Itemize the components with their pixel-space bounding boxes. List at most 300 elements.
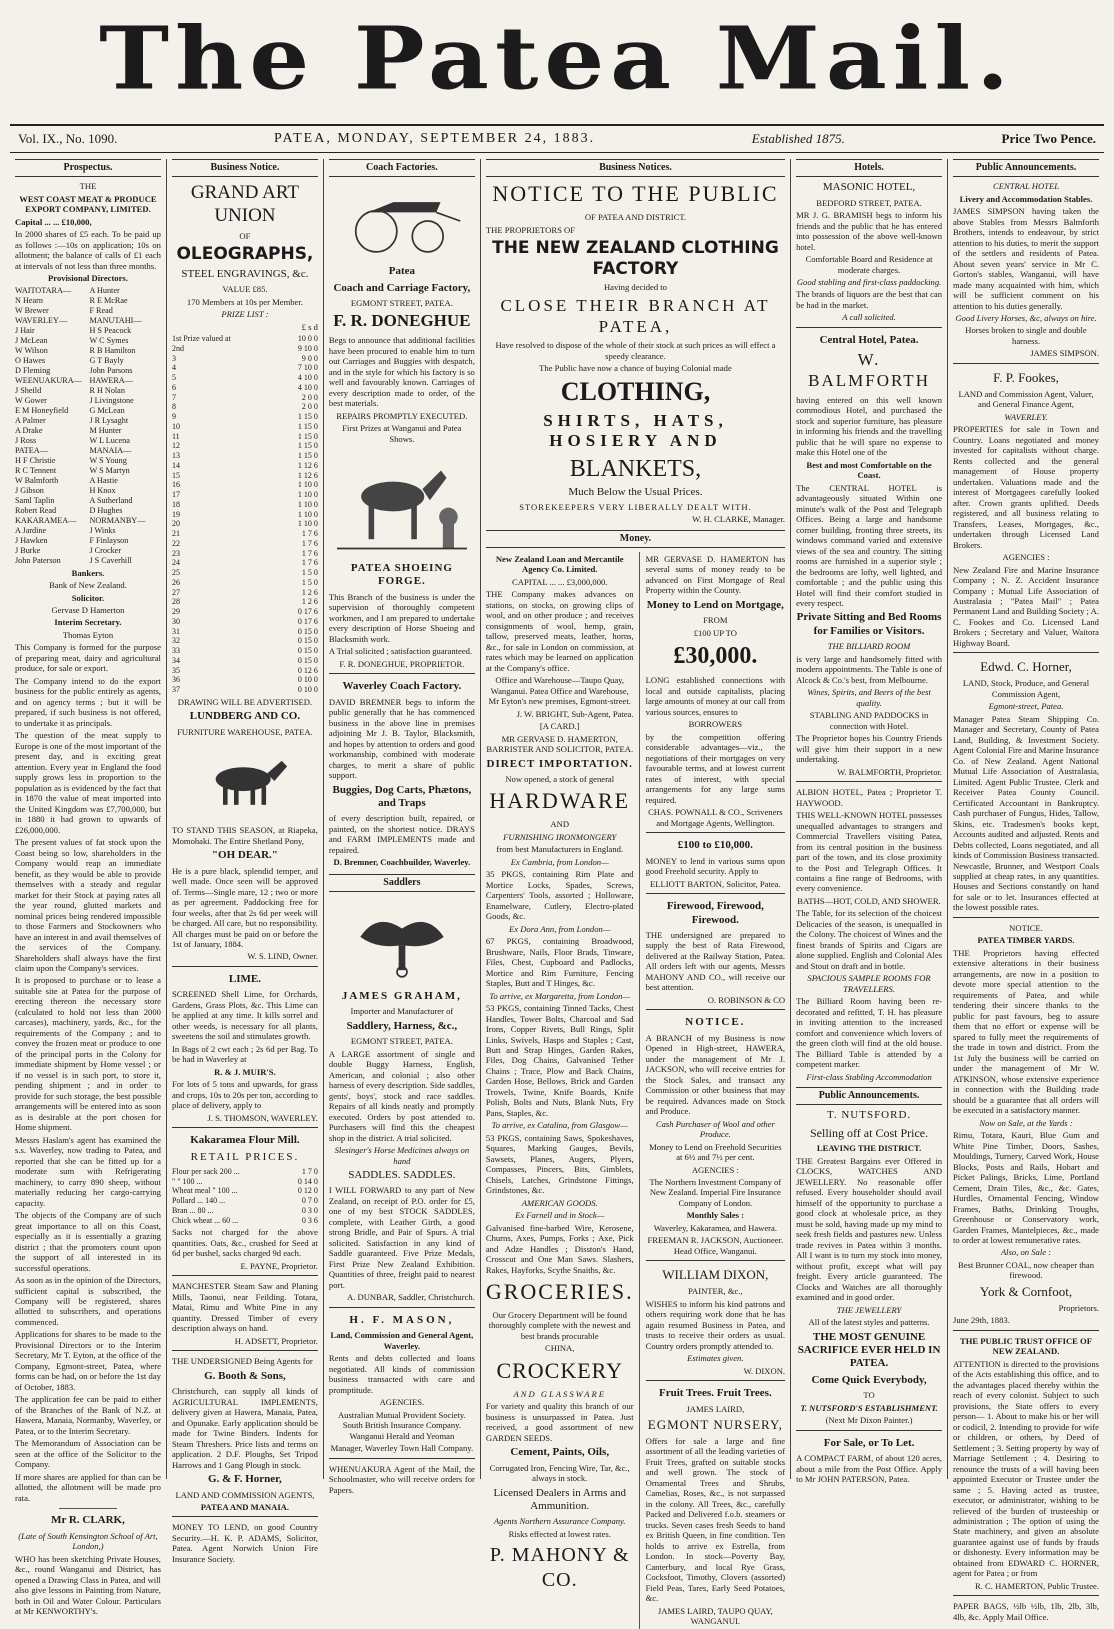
masthead	[10, 0, 1104, 118]
masthead-title: The Patea Mail.	[99, 8, 1015, 110]
flour-row	[172, 1216, 318, 1226]
prize-row	[172, 558, 318, 568]
director-entry: W Gower	[15, 395, 47, 405]
borrowers-body: by the competition offering considerable advantages—viz., the negotiations of their mortgages on very favourable terms, and at lowest current rates of interest, with special arrangements for any large sums required.	[645, 731, 786, 805]
prize-row	[172, 636, 318, 646]
york-cornfoot: York & Cornfoot,	[979, 1283, 1073, 1299]
section-heading: Public Announcements.	[953, 159, 1099, 177]
and: AND	[550, 819, 570, 830]
lend-ad	[646, 832, 785, 889]
dixon-name: WILLIAM DIXON,	[662, 1267, 769, 1283]
clothing: CLOTHING,	[560, 376, 711, 406]
divider	[59, 1508, 117, 1509]
timber-title: PATEA TIMBER YARDS.	[977, 935, 1075, 946]
prize-row-label: 15	[171, 470, 180, 480]
fookes-agencies: AGENCIES :	[1002, 552, 1050, 563]
masonic-title: MASONIC HOTEL,	[822, 181, 916, 194]
prize-row-label: 21	[171, 529, 180, 539]
brands: The brands of liquors are the best that can be had in the market.	[796, 289, 943, 310]
opened: Now opened, a stock of general	[505, 774, 615, 784]
waverley-title: Waverley Coach Factory.	[342, 680, 462, 693]
first-class: First-class Stabling Accommodation	[806, 1071, 932, 1082]
dunbar: A. DUNBAR, Saddler, Christchurch.	[347, 1292, 475, 1303]
prize-row-value: 1 10 0	[297, 490, 318, 500]
prize-row-value: 1 7 6	[301, 548, 318, 558]
prize-row-label: 9	[171, 412, 176, 422]
prospectus-body: If more shares are applied for than can be allotted, the allotment will be made pro rata.	[15, 1471, 161, 1503]
column-coach-factories	[324, 159, 481, 1495]
undersigned: THE UNDERSIGNED Being Agents for	[171, 1356, 313, 1367]
director-entry: N Hearn	[15, 295, 43, 305]
prize-row-value: 9 10 0	[297, 343, 318, 353]
dora-body: 67 PKGS, containing Broadwood, Brushware, Nails, Floor Brads, Tinware, Files, Chest, Cupboard and Padlocks, Mortice and Rim Furniture, Fencing Staples, Butt and T Hinges, &c.	[485, 936, 634, 989]
director-entry: Saml Taplin	[15, 495, 55, 505]
prize-row-value: 0 15 0	[297, 636, 318, 646]
mason-agencies: AGENCIES.	[379, 1397, 425, 1408]
margaretta-body: 53 PKGS, containing Tinned Tacks, Chest Handles, Tower Bolts, Charcoal and Sad Irons, Copper Rivets, Bull Rings, Split Links, Swivels, Hasps and Staples ; Cast, Butt and Strap Hinges, Garden Rakes, Files, Dog Chains, Galvanised Tether Chains ; Trace, Plow and Back Chains, Garden Hose, Bellows, Brick and Garden Trowels, Twine, Knife Boards, Knife Polish, Bolts and Nuts, Blank Nuts, Fry Pans, Staples, &c.	[485, 1003, 634, 1118]
whenuakura-ad	[329, 1458, 475, 1495]
money-ad	[172, 1516, 318, 1564]
prize-row-label: 18	[171, 499, 180, 509]
hamerton-money: MR GERVASE D. HAMERTON has several sums of money ready to be advanced on First Mortgage of Real Property within the County.	[645, 553, 786, 596]
lend-range: £100 to £10,000.	[677, 839, 753, 852]
prize-row	[172, 480, 318, 490]
director-entry: W C Symes	[89, 335, 129, 345]
prize-row-value: 1 15 0	[297, 421, 318, 431]
to: TO	[863, 1390, 875, 1401]
prize-row-value: 4 10 0	[297, 382, 318, 392]
prize-row-value: 1 10 0	[297, 519, 318, 529]
flour-mill-ad	[172, 1127, 318, 1271]
muirs: R. & J. MUIR'S.	[214, 1066, 276, 1077]
flour-row-value: 0 7 0	[301, 1196, 318, 1206]
director-entry: J Hair	[15, 325, 35, 335]
clothing-factory: THE NEW ZEALAND CLOTHING FACTORY	[492, 237, 779, 279]
cash: Cash Purchaser of Wool and other Produce.	[655, 1118, 775, 1140]
director-entry: W Wilson	[15, 345, 48, 355]
prize-row	[172, 627, 318, 637]
volume-number: Vol. IX., No. 1090.	[18, 131, 118, 146]
prize-row-value: 10 0 0	[297, 334, 318, 344]
prize-row	[172, 597, 318, 607]
flour-row-label: Pollard ... 140 ...	[171, 1196, 226, 1206]
dixon-signature: W. DIXON.	[743, 1365, 786, 1376]
mason-manager: Manager, Waverley Town Hall Company.	[330, 1443, 474, 1454]
lime-tons: For lots of 5 tons and upwards, for grass and crops, 10s to 20s per ton, according to place of delivery, apply to	[171, 1079, 318, 1111]
director-entry: R H Nolan	[89, 385, 125, 395]
prize-row-value: 1 12 6	[297, 460, 318, 470]
director-entry: H F Christie	[15, 455, 56, 465]
horner-street: Egmont-street, Patea.	[988, 701, 1064, 712]
prize-row-value: 1 7 6	[301, 558, 318, 568]
director-entry: J McLean	[15, 335, 48, 345]
lime-price: In Bags of 2 cwt each ; 2s 6d per Bag. To be had in Waverley at	[171, 1043, 318, 1065]
prize-row-label: 22	[171, 538, 180, 548]
central-hotel-ad	[796, 327, 942, 777]
prospectus-body: The question of the meat supply to Europe is one of the most important of the present day, and is exciting great attention. Every year in England the food supply grows less in proportion to the population as is evidenced by the fact that in 1870 the value of meat imported into the United Kingdom was £7,700,000, but in 1880 it had grown to upwards of £26,000,000.	[15, 730, 161, 835]
cambria: Ex Cambria, from London—	[510, 856, 609, 867]
horse-engraving-icon	[190, 741, 300, 821]
jewellery: THE JEWELLERY	[836, 1304, 902, 1315]
horner-sub: LAND AND COMMISSION AGENTS,	[175, 1489, 315, 1500]
prize-row	[172, 656, 318, 666]
nursery-body: Offers for sale a large and fine assortment of all the leading varieties of Fruit Trees, grafted on suitable stocks and well grown. The stock of Ornamental Trees and Shrubs, Camelias, Roses, &c., is not surpassed in the colony. All Trees, &c., carefully Packed and Delivered f.o.b. steamers or trucks. Seven cases fresh Seeds to hand ex British Queen, in fine condition. Ten holds to arrive ex Estrella, from London. In stock—Poverty Bay, Canterbury, and local Rye Grass, Cocksfoot, Timothy, Clovers (assorted) Field Peas, Tares, Early Seed Potatoes, &c.	[645, 1435, 786, 1604]
jackson-ad	[646, 1009, 785, 1256]
laird-name: JAMES LAIRD,	[686, 1403, 745, 1414]
art-union-value: VALUE £85.	[222, 284, 268, 295]
prize-row-label: 25	[171, 568, 180, 578]
licensed: Licensed Dealers in Arms and Ammunition.	[493, 1486, 627, 1512]
prize-row-value: 1 10 0	[297, 480, 318, 490]
china: CHINA,	[545, 1343, 575, 1354]
buggies-body: of every description built, repaired, or painted, on the shortest notice. DRAYS and FARM IMPLEMENTS made and repaired.	[328, 813, 475, 855]
coach-factory-title: Coach and Carriage Factory,	[333, 281, 471, 294]
director-entry: WEENUAKURA—	[15, 375, 82, 385]
estimates: Estimates given.	[687, 1353, 744, 1364]
catalina-body: 53 PKGS, containing Saws, Spokeshaves, Squares, Marking Gauges, Bevils, Sawsets, Planes, Augers, Plyers, Compasses, Pincers, Bits, Gimblets, Chisels, Latches, Grindstone Fittings, Grindstones, &c.	[485, 1132, 634, 1196]
prize-row	[172, 461, 318, 471]
amount: £30,000.	[673, 643, 758, 670]
director-entry: HAWERA—	[89, 375, 133, 385]
directors-list	[15, 286, 161, 566]
money-right	[646, 552, 785, 1629]
director-entry: WAVERLEY—	[15, 315, 68, 325]
hamerton-trustee: R. C. HAMERTON, Public Trustee.	[975, 1580, 1099, 1591]
saddle-engraving-icon	[352, 896, 452, 986]
fookes-body: PROPERTIES for sale in Town and Country. Loans negotiated and money invested for capitalists without charge. Rents collected and the general management of House property undertaken. Valuations made and the interest of Mortgagees carefully looked after. Crown grants uplifted. Deeds registered, and all business relating to Transfers, Leases, Mortgages, &c., undertaken through Licensed Land Brokers.	[953, 424, 1099, 550]
art-union-members: 170 Members at 10s per Member.	[186, 296, 303, 307]
robinson: O. ROBINSON & CO	[707, 994, 786, 1005]
range: £100 UP TO	[693, 627, 737, 638]
furnishing: FURNISHING IRONMONGERY	[503, 831, 617, 842]
saddlers-heading: Saddlers	[329, 874, 475, 892]
bright: J. W. BRIGHT, Sub-Agent, Patea.	[516, 708, 634, 719]
prize-row	[172, 578, 318, 588]
prize-row	[172, 666, 318, 676]
horner-place: PATEA AND MANAIA.	[200, 1501, 290, 1512]
paper-bags: PAPER BAGS, ½lb ½lb, 1lb, 2lb, 3lb, 4lb, &c. Apply Mail Office.	[953, 1601, 1099, 1622]
director-entry: J Gibson	[15, 485, 44, 495]
prospectus-body: Messrs Haslam's agent has examined the s.s. Waverley, now trading to Patea, and reported that she can be fitted up for a moderate sum with Refrigerating machinery, to carry 890 sheep, without materially reducing her cargo-carrying capacity.	[15, 1134, 161, 1208]
agencies2: AGENCIES :	[691, 1164, 739, 1175]
company-name: WEST COAST MEAT & PRODUCE EXPORT COMPANY, LIMITED.	[19, 193, 157, 215]
column-business-notice	[167, 159, 324, 1564]
cambria-body: 35 PKGS, containing Rim Plate and Mortice Locks, Spades, Screws, Carpenters' Tools, assorted ; Holloware, Enamelware, Cutlery, Electro-plated Goods, &c.	[485, 869, 634, 922]
risks: Risks effected at lowest rates.	[508, 1528, 611, 1539]
slesinger: Slesinger's Horse Medicines always on hand	[334, 1145, 470, 1166]
prize-row-label: 4	[171, 363, 176, 373]
cement: Cement, Paints, Oils,	[510, 1446, 610, 1459]
prize-row-value: 0 17 6	[297, 607, 318, 617]
nzloan-title: New Zealand Loan and Mercantile Agency Co. Limited.	[495, 553, 624, 575]
fookes-ad	[953, 363, 1099, 648]
section-heading: Business Notice.	[172, 159, 318, 177]
buggies-title: Buggies, Dog Carts, Phætons, and Traps	[332, 783, 472, 809]
close-branch: CLOSE THEIR BRANCH AT PATEA,	[500, 295, 771, 336]
public-announcements-heading: Public Announcements.	[796, 1087, 942, 1105]
nutsford-name: T. NUTSFORD.	[826, 1109, 912, 1122]
establishment: T. NUTSFORD'S ESTABLISHMENT.	[800, 1402, 938, 1413]
prize-row-value: 0 10 0	[297, 685, 318, 695]
carriage-engraving-icon	[342, 181, 462, 261]
dixon-ad	[646, 1260, 785, 1376]
drawing-notice: DRAWING WILL BE ADVERTISED.	[177, 696, 313, 707]
proprietors: Proprietors.	[1058, 1302, 1099, 1313]
prospectus-body: This Company is formed for the purpose of preparing meat, dairy and agricultural produce, for sale or export.	[15, 642, 161, 674]
prize-row-value: 2 0 0	[301, 402, 318, 412]
flour-price-list	[172, 1167, 318, 1226]
jackson: FREEMAN R. JACKSON, Auctioneer. Head Office, Wanganui.	[647, 1235, 784, 1256]
mortgage-title: Money to Lend on Mortgage,	[646, 598, 784, 611]
albion-hotel-ad	[796, 781, 942, 1082]
prize-row-value: 1 7 6	[301, 538, 318, 548]
coach-street: EGMONT STREET, PATEA.	[350, 298, 453, 308]
blankets: BLANKETS,	[569, 456, 702, 483]
flour-row-value: 0 3 0	[301, 1205, 318, 1215]
borrowers: BORROWERS	[688, 719, 743, 730]
agencies2-body: The Northern Investment Company of New Zealand. Imperial Fire Insurance Company of London.	[649, 1177, 782, 1208]
graham-name: JAMES GRAHAM,	[341, 989, 462, 1002]
prize-row	[172, 549, 318, 559]
prize-row-value: 0 15 0	[297, 626, 318, 636]
prize-row-label: 17	[171, 490, 180, 500]
clark-sub: (Late of South Kensington School of Art, London,)	[18, 1530, 158, 1552]
flour-row-label: Flour per sack 200 ...	[171, 1166, 240, 1176]
simpson-signature: JAMES SIMPSON.	[1030, 348, 1099, 359]
prize-row-label: 14	[171, 460, 180, 470]
notice-label: NOTICE.	[1009, 922, 1043, 933]
prize-row-value: 0 17 6	[297, 616, 318, 626]
column-public-announcements	[948, 159, 1104, 1622]
paddocks-body: The Proprietor hopes his Country Friends will give him their support in a new undertaking.	[796, 733, 943, 765]
mahony: P. MAHONY & CO.	[489, 1544, 630, 1591]
lime-ad	[172, 966, 318, 1123]
prize-row-label: 37	[171, 685, 180, 695]
flour-row-label: Wheat meal " 100 ...	[171, 1186, 238, 1196]
albion-body2: The Table, for its selection of the choicest Delicacies of the season, is unequalled in the Colony. The choicest of Wines and the finest brands of Spirits and Cigars are alone supplied. English and Colonial Ales and Stout on draft and in bottle.	[796, 908, 943, 971]
prize-row	[172, 607, 318, 617]
prize-row	[172, 393, 318, 403]
mason-name: H. F. MASON,	[349, 1313, 455, 1326]
balmforth-body: having entered on this well known commodious Hotel, and purchased the stock and superior furniture, has pleasure in informing his friends and the travelling public that he will spare no expense to make this Hotel one of the	[796, 394, 943, 458]
horner-body: Manager Patea Steam Shipping Co. Manager and Secretary, County of Patea Land, Building, & Investment Society. Agent Colonial Fire and Marine Insurance Co. of New Zealand. Agent National Mutual Life Association of Australasia, Limited. Agent Public Trustee. Clerk and Receiver Patea County Council. Certificated Accountant in Bankruptcy. Cash purchaser of Fungus, Hides, Tallow, Skins, etc. Tradesmen's books kept, Accounts audited and adjusted. Rents and Debts collected, Loans negotiated, and all kinds of Commission Business transacted. Newcastle, Brunner, and Westport Coals supplied at cheap rates, in any quantities. Houses and Sections constantly on hand for sale or to let. Insurances effected at the lowest possible rates.	[953, 713, 1099, 913]
art-union-of: OF	[239, 230, 251, 241]
sales-body: Waverley, Kakaramea, and Hawera.	[653, 1222, 777, 1233]
prize-row-label: 8	[171, 402, 176, 412]
nzloan-capital: CAPITAL ... ... £3,000,000.	[512, 576, 608, 587]
director-entry: J S Caverhill	[89, 555, 132, 565]
column-prospectus	[10, 159, 167, 1616]
director-entry: R E McRae	[89, 295, 128, 305]
director-entry: J Crocker	[89, 545, 122, 555]
balmforth-signature: W. BALMFORTH, Proprietor.	[837, 766, 943, 777]
prospectus-body: The application fee can be paid to either of the Branches of the Bank of N.Z. at Hawera, Manaia, Normanby, Waverley, or Patea, or to the Interim Secretary.	[15, 1394, 161, 1436]
prize-row-value: 1 10 0	[297, 509, 318, 519]
director-entry: H S Peacock	[89, 325, 132, 335]
prize-row-label: 10	[171, 421, 180, 431]
flour-row	[172, 1196, 318, 1206]
payne: E. PAYNE, Proprietor.	[240, 1260, 318, 1271]
directors-heading: Provisional Directors.	[48, 273, 128, 284]
paddocks: STABLING AND PADDOCKS in connection with Hotel.	[809, 710, 929, 731]
prize-list-heading: PRIZE LIST :	[221, 309, 269, 320]
bremner-body: DAVID BREMNER begs to inform the public generally that he has commenced business in the above line in premises adjoining Mr J. B. Taylor, Blacksmith, and hopes by attention to orders and good workmanship, combined with moderate charges, to merit a share of public support.	[328, 696, 475, 781]
prize-row	[172, 510, 318, 520]
dateline	[10, 124, 1104, 153]
prize-row-value: 7 10 0	[297, 363, 318, 373]
director-entry: A Sutherland	[89, 495, 133, 505]
money-subcolumns	[486, 552, 785, 1629]
doneghue-proprietor: F. R. DONEGHUE, PROPRIETOR.	[339, 658, 465, 669]
horner-name: G. & F. Horner,	[208, 1473, 282, 1486]
prize-row-value: 0 15 0	[297, 655, 318, 665]
trust-body: ATTENTION is directed to the provisions of the Acts establishing this office, and to the advantages placed thereby within the reach of every colonist. Subject to such provisions, the State offers to every person— 1. About to make his or her will or codicil, 2. Intending to provide for wife or children, or others, by Deed of Settlement ; 3. Setting property by way of Marriage Settlement ; 4. Desiring to renounce the trusts of a will having been appointed Executor or Trustee under the same ; 5. Having acted as trustee, executor, or administrator, wishing to be relieved of the burden of trusteeship or administration ; The option of using the State machinery, and given an absolute guarantee against use of funds by frauds or dishonesty. Every information may be obtained from EDWARD C. HORNER, agent for Patea ; or from	[953, 1358, 1099, 1579]
prize-row-label: 23	[171, 548, 180, 558]
prize-row-value: 1 15 0	[297, 451, 318, 461]
clark-name: Mr R. CLARK,	[51, 1514, 125, 1527]
director-entry: WAITOTARA—	[15, 285, 72, 295]
prize-row-label: 16	[171, 480, 180, 490]
also-sale: Also, on Sale :	[1000, 1247, 1052, 1258]
flour-row-label: " " 100 ...	[171, 1176, 203, 1186]
nzloan-office: Office and Warehouse—Taupo Quay, Wanganui. Patea Office and Warehouse, Mr Eyton's new premises, Egmont-street.	[488, 675, 631, 707]
fookes-sub: LAND and Commission Agent, Valuer, and General Finance Agent,	[958, 388, 1094, 410]
prize-row	[172, 539, 318, 549]
farm-ad	[796, 1430, 942, 1485]
prospectus-body: It is proposed to purchase or to lease a suitable site at Patea for the purpose of erecting thereon the necessary store (calculated to hold not less than 2000 carcases), machinery, yards, &c., for the requirements of the Company ; and to convey the frozen meat or produce to one of the principal ports in the Colony for immediate shipment by Home vessel ; or if no vessel is in such port, to store it, pending shipment ; and in order to provide for such storage, the best possible arrangements will be entered into as soon as is desirable at the port chosen for Home shipment.	[15, 975, 161, 1133]
storekeepers: STOREKEEPERS VERY LIBERALLY DEALT WITH.	[519, 501, 752, 512]
flour-row	[172, 1186, 318, 1196]
pony-name: "OH DEAR."	[211, 849, 278, 862]
flour-row-value: 1 7 0	[301, 1166, 318, 1176]
director-entry: KAKARAMEA—	[15, 515, 77, 525]
director-entry: O Hawes	[15, 355, 46, 365]
director-entry: J R Lysaght	[89, 415, 129, 425]
stabling: Good stabling and first-class paddocking.	[796, 276, 942, 287]
prize-columns: £ s d	[301, 321, 318, 332]
dora: Ex Dora Ann, from London—	[509, 923, 611, 934]
graham-body: A LARGE assortment of single and double Buggy Harness, English, American, and colonial ; also other harness of every description. Side saddles, gents', boys', stock and race saddles. Repairs of all kinds neatly and promptly executed. Orders by post attended to. Purchasers will find this the cheapest shop in the district. A trial solicited.	[328, 1048, 475, 1143]
prize-row	[172, 441, 318, 451]
bramish-body: MR J. G. BRAMISH begs to inform his friends and the public that he has entered into possession of the above well-known hotel.	[796, 210, 943, 252]
horses-broken: Horses broken to single and double harness.	[965, 325, 1087, 346]
bankers: Bank of New Zealand.	[49, 580, 127, 591]
direct-importation: DIRECT IMPORTATION.	[486, 757, 633, 770]
long-established: LONG established connections with local and outside capitalists, placing large amounts of money at our call from various sources, ensures to	[645, 675, 786, 717]
resolved: Have resolved to dispose of the whole of their stock at such prices as will effect a speedy clearance.	[495, 340, 776, 361]
lind-signature: W. S. LIND, Owner.	[247, 951, 318, 962]
hamerton-card: MR GERVASE D. HAMERTON, BARRISTER AND SOLICITOR, PATEA.	[486, 733, 634, 755]
notice-title: NOTICE TO THE PUBLIC	[492, 181, 779, 207]
freehold: Money to Lend on Freehold Securities at 6½ and 7½ per cent.	[649, 1141, 782, 1163]
prize-row	[172, 422, 318, 432]
director-entry: John Parsons	[89, 365, 133, 375]
dixon-body: WISHES to inform his kind patrons and others requiring work done that he has again resumed Business in Patea, and trusts to receive their orders as usual. Country orders promptly attended to.	[645, 1298, 786, 1351]
prize-row	[172, 334, 318, 344]
booth-body: Christchurch, can supply all kinds of AGRICULTURAL IMPLEMENTS, delivery given at Hawera, Manaia, Patea, and Opunake. Early application should be made for Twine Binders. Indents for Steam Threshers. Price lists and terms on application. 2 D.F. Ploughs, Set Tripod Harrows and 1 Gang Plough in stock.	[171, 1386, 318, 1470]
yards: Now on Sale, at the Yards :	[979, 1117, 1073, 1128]
notice2-body: A BRANCH of my Business is now Opened in High-street, HAWERA, under the management of Mr J. JACKSON, who will receive entries for the Stock Sales, and transact any Commission or other business that may be required. Advances made on Stock and Produce.	[645, 1032, 786, 1117]
retail-prices: RETAIL PRICES.	[190, 1150, 300, 1163]
director-entry: J Burke	[15, 545, 41, 555]
saddles-title: SADDLES. SADDLES.	[348, 1169, 456, 1182]
prize-row	[172, 471, 318, 481]
prize-row	[172, 363, 318, 373]
decided: Having decided to	[603, 282, 667, 293]
money-left	[486, 552, 640, 1629]
prospectus-body: The Memorandum of Association can be seen at the office of the Solicitor to the Company.	[15, 1438, 161, 1470]
prize-row	[172, 412, 318, 422]
farnell: Ex Farnell and in Stock—	[515, 1210, 605, 1221]
director-entry: MANAIA—	[89, 445, 132, 455]
prize-row-label: 36	[171, 675, 180, 685]
albion-title: ALBION HOTEL, Patea ; Proprietor T. HAYWOOD.	[796, 787, 943, 808]
section-heading: Business Notices.	[486, 159, 785, 177]
card: [A CARD.]	[539, 721, 580, 732]
jewellery-body: All of the latest styles and patterns.	[808, 1317, 930, 1328]
flour-note: Sacks not charged for the above quantities. Oats, &c., crushed for Seed at 6d per bushel, sacks charged 9d each.	[171, 1227, 318, 1259]
prize-row	[172, 685, 318, 695]
prize-row	[172, 568, 318, 578]
director-entry: W Balmforth	[15, 475, 59, 485]
art-union-title: GRAND ART UNION	[190, 182, 299, 227]
prize-row-label: 6	[171, 382, 176, 392]
sale-body: A COMPACT FARM, of about 120 acres, about a mile from the Post Office. Apply to Mr JOHN PATERSON, Patea.	[796, 1453, 943, 1485]
prize-row-value: 0 12 6	[297, 665, 318, 675]
bremner-signature: D. Bremner, Coachbuilder, Waverley.	[333, 857, 471, 868]
genuine: THE MOST GENUINE SACRIFICE EVER HELD IN PATEA.	[797, 1330, 941, 1370]
prize-row	[172, 490, 318, 500]
notice2-title: NOTICE.	[685, 1016, 746, 1029]
sales: Monthly Sales :	[686, 1210, 744, 1221]
shirts-hats: SHIRTS, HATS, HOSIERY AND	[543, 410, 728, 451]
groceries: GROCERIES.	[485, 1279, 634, 1305]
flour-heading: Kakaramea Flour Mill.	[190, 1134, 300, 1147]
director-entry: R B Hamilton	[89, 345, 136, 355]
directors-right	[89, 286, 161, 566]
flour-row	[172, 1177, 318, 1187]
prize-row-label: 30	[171, 616, 180, 626]
prize-row-value: 2 0 0	[301, 392, 318, 402]
lime-title: LIME.	[228, 972, 261, 985]
section-heading: Prospectus.	[15, 159, 161, 177]
prospectus-body: The objects of the Company are of such great importance to all on this Coast, especially as it is essentially a grazing district ; that the promoters count upon the support of all interested in its successful operations.	[15, 1210, 161, 1273]
stand-body: He is a pure black, splendid temper, and well made. Once seen will be approved of. Terms—Single mare, 12 ; two or more as per agreement. Paddocking free for four weeks, after that 2s 6d per week will be charged. All care, but no responsibility. All charges must be paid on or before the 1st of January, 1884.	[171, 865, 318, 949]
prize-row-label: 5	[171, 373, 176, 383]
prize-row-label: 12	[171, 441, 180, 451]
prize-row-value: 1 12 6	[297, 470, 318, 480]
clarke-signature: W. H. CLARKE, Manager.	[692, 514, 786, 525]
livery: Livery and Accommodation Stables.	[959, 193, 1093, 204]
place-date: PATEA, MONDAY, SEPTEMBER 24, 1883.	[274, 131, 596, 146]
flour-row	[172, 1167, 318, 1177]
hardware: HARDWARE	[489, 788, 631, 814]
timber-date: June 29th, 1883.	[953, 1315, 1010, 1326]
director-entry: NORMANBY—	[89, 515, 146, 525]
best-comfortable: Best and most Comfortable on the Coast.	[806, 459, 932, 481]
prize-row-value: 9 0 0	[301, 353, 318, 363]
albion-body: THIS WELL-KNOWN HOTEL possesses unequalled advantages to strangers and Commercial Travellers visiting Patea, from its central position in the business part of the town, and its close proximity to the Post and Telegraph Offices. It contains a fine range of Bedrooms, with every convenience.	[796, 810, 943, 894]
prize-row-label: 3	[171, 353, 176, 363]
fookes-name: F. P. Fookes,	[993, 369, 1059, 385]
director-entry: D Fleming	[15, 365, 51, 375]
patea-label: Patea	[388, 265, 416, 278]
shoeing-forge-title: PATEA SHOEING FORGE.	[350, 562, 453, 588]
prospectus-body: The Company intend to do the export business for the public entirely as agents, and on agency terms ; but it will be prepared, if such business is not offered, to undertake it as principals.	[15, 675, 161, 728]
mason-sub: Land, Commission and General Agent, Waverley.	[330, 1330, 474, 1351]
prize-row-label: 13	[171, 451, 180, 461]
flour-row	[172, 1206, 318, 1216]
